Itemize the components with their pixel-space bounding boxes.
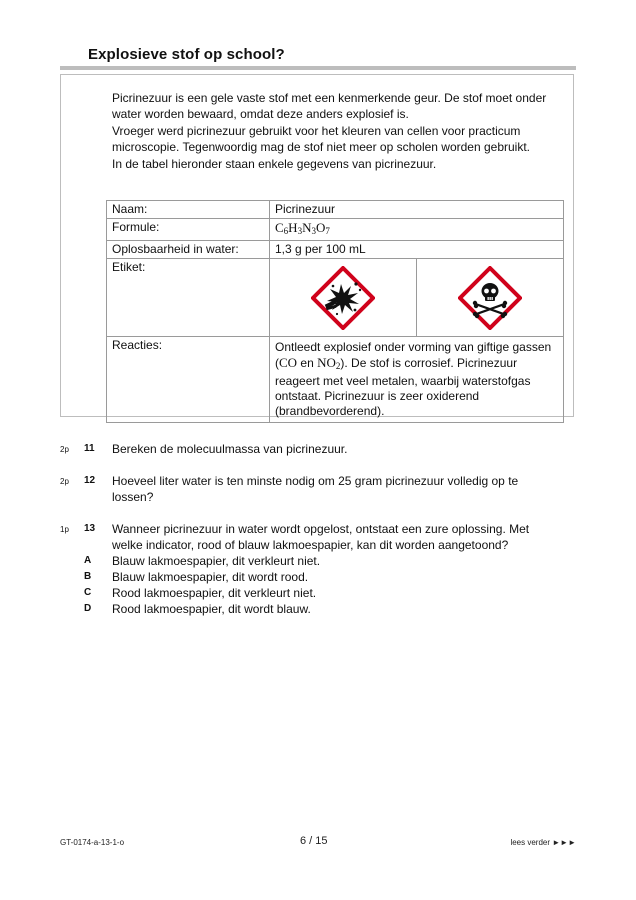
question-11 [60,441,560,457]
formula-label: Formule: [107,219,270,241]
option-letter: B [84,571,92,582]
question-points: 2p [60,445,69,454]
intro-paragraph: Picrinezuur is een gele vaste stof met een kenmerkende geur. De stof moet onder water worden bewaard, omdat deze anders explosief is. [112,91,547,122]
option-text: Rood lakmoespapier, dit verkleurt niet. [112,586,317,600]
solubility-label: Oplosbaarheid in water: [107,241,270,259]
reactions-value: Ontleedt explosief onder vorming van giftige gassen (CO en $NO_2$). De stof is corrosief. Picrinezuur reageert met veel metalen, waarbij waterstofgas ontstaat. Picrinezuur is zeer oxiderend (brandbevorderend). [270,337,564,423]
table-row [107,201,564,219]
question-stem: Wanneer picrinezuur in water wordt opgelost, ontstaat een zure oplossing. Met welke indicator, rood of blauw lakmoespapier, kan dit worden aangetoond? [112,522,530,552]
answer-option-a [84,553,560,569]
pictogram-cell [270,259,564,337]
reactions-label: Reacties: [107,337,270,423]
option-letter: C [84,587,92,598]
explosive-icon [270,259,416,336]
answer-option-b [84,569,560,585]
name-value: Picrinezuur [270,201,564,219]
option-letter: A [84,555,92,566]
question-12 [60,473,560,505]
question-text: Hoeveel liter water is ten minste nodig om 25 gram picrinezuur volledig op te lossen? [112,474,519,504]
question-points: 1p [60,525,69,534]
page-number: 6 / 15 [300,835,328,847]
option-text: Rood lakmoespapier, dit wordt blauw. [112,602,311,616]
intro-paragraph: In de tabel hieronder staan enkele gegevens van picrinezuur. [112,156,437,171]
table-row [107,219,564,241]
intro-paragraph: Vroeger werd picrinezuur gebruikt voor het kleuren van cellen voor practicum microscopie. Tegenwoordig mag de stof niet meer op scholen worden gebruikt. [112,123,531,155]
question-points: 2p [60,477,69,486]
question-number: 11 [84,443,95,454]
option-text: Blauw lakmoespapier, dit verkleurt niet. [112,554,321,568]
table-row [107,241,564,259]
table-row [107,259,564,337]
solubility-value: 1,3 g per 100 mL [270,241,564,259]
question-text: Bereken de molecuulmassa van picrinezuur. [112,442,348,456]
question-13 [60,521,560,617]
table-row [107,337,564,423]
intro-text [112,90,562,172]
skull-crossbones-icon [416,259,563,336]
footer-code: GT-0174-a-13-1-o [60,838,125,847]
title-rule [60,66,576,70]
name-label: Naam: [107,201,270,219]
data-table [106,200,564,423]
question-number: 12 [84,475,96,486]
section-title: Explosieve stof op school? [88,46,285,63]
answer-option-c [84,585,560,601]
question-number: 13 [84,523,96,534]
answer-options [84,553,560,617]
option-text: Blauw lakmoespapier, dit wordt rood. [112,570,309,584]
answer-option-d [84,601,560,617]
next-page-indicator: lees verder ►►► [510,838,576,847]
option-letter: D [84,603,92,614]
formula-value: $C_6H_3N_3O_7$ [270,219,564,241]
label-label: Etiket: [107,259,270,337]
